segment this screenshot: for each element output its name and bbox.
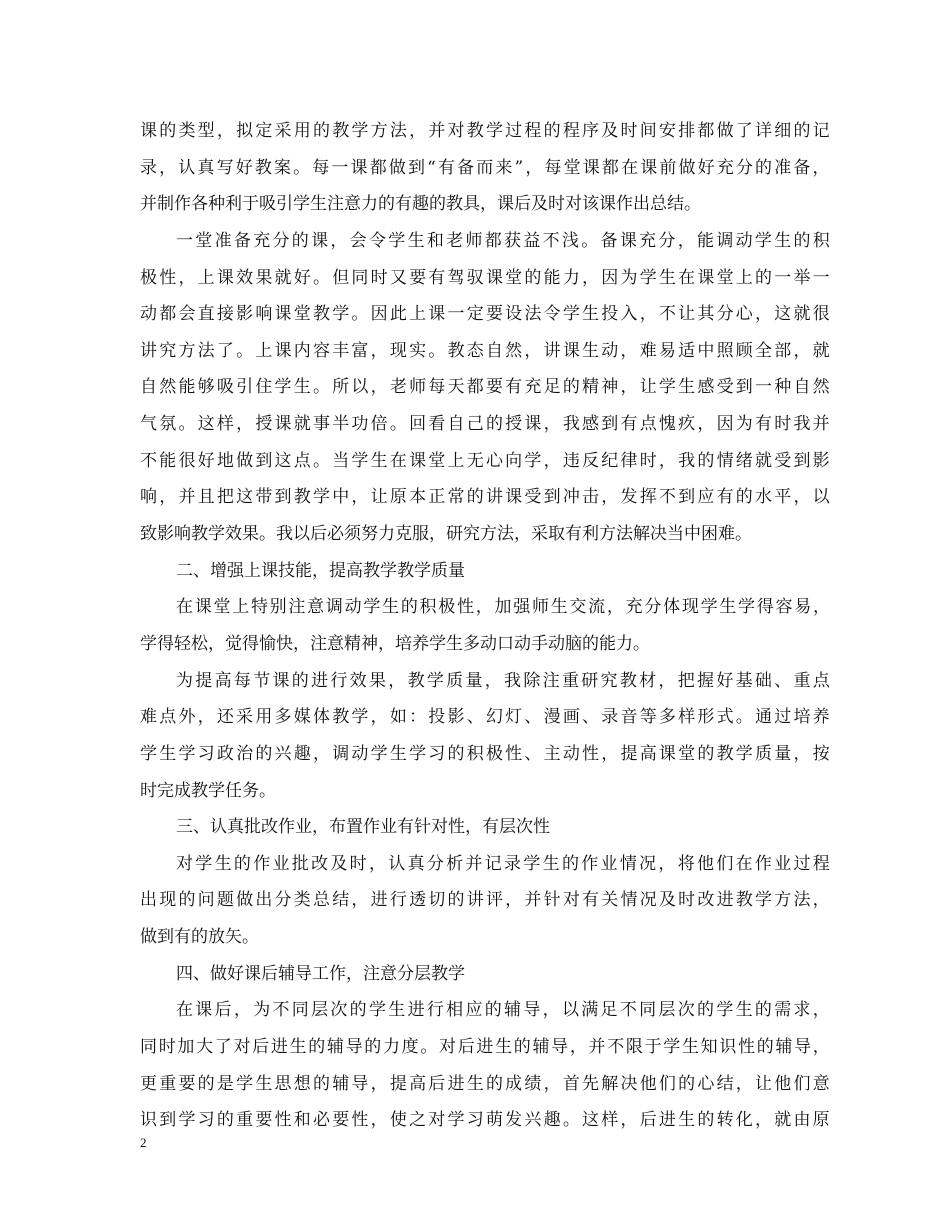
text-line: 三、认真批改作业，布置作业有针对性，有层次性 [176,817,550,838]
text-line: 同 时 加 大 了 对 后 进 生 的 辅 导 的 力 度 。 对 后 进 生 的 辅 导 ， 并 不 限 于 学 生 知 识 性 的 辅 导 ， [140,1037,830,1058]
text-line: 极 性 ， 上 课 效 果 就 好 。 但 同 时 又 要 有 驾 驭 课 堂 的 能 力 ， 因 为 学 生 在 课 堂 上 的 一 举 一 [140,267,830,288]
text-line: 时完成教学任务。 [140,780,276,801]
page-number: 2 [140,1135,147,1150]
document-body [140,113,830,1139]
text-line: 自 然 能 够 吸 引 住 学 生 。 所 以 ， 老 师 每 天 都 要 有 充 足 的 精 神 ， 让 学 生 感 受 到 一 种 自 然 [140,377,830,398]
text-line: 致影响教学效果。我以后必须努力克服，研究方法，采取有利方法解决当中困难。 [140,524,752,545]
text-line: 一 堂 准 备 充 分 的 课 ， 会 令 学 生 和 老 师 都 获 益 不 浅 。 备 课 充 分 ， 能 调 动 学 生 的 积 [176,230,830,251]
text-line: 做到有的放矢。 [140,927,259,948]
text-line: 响 ， 并 且 把 这 带 到 教 学 中 ， 让 原 本 正 常 的 讲 课 受 到 冲 击 ， 发 挥 不 到 应 有 的 水 平 ， 以 [140,487,830,508]
text-line: 对 学 生 的 作 业 批 改 及 时 ， 认 真 分 析 并 记 录 学 生 的 作 业 情 况 ， 将 他 们 在 作 业 过 程 [176,853,830,874]
text-line: 难 点 外 ， 还 采 用 多 媒 体 教 学 ， 如 ： 投 影 、 幻 灯 、 漫 画 、 录 音 等 多 样 形 式 。 通 过 培 养 [140,707,830,728]
text-line: 出 现 的 问 题 做 出 分 类 总 结 ， 进 行 透 切 的 讲 评 ， 并 针 对 有 关 情 况 及 时 改 进 教 学 方 法 ， [140,890,830,911]
text-line: 在 课 堂 上 特 别 注 意 调 动 学 生 的 积 极 性 ， 加 强 师 生 交 流 ， 充 分 体 现 学 生 学 得 容 易 ， [176,597,830,618]
text-line: 课 的 类 型 ， 拟 定 采 用 的 教 学 方 法 ， 并 对 教 学 过 程 的 程 序 及 时 间 安 排 都 做 了 详 细 的 记 [140,121,830,141]
text-line: 更 重 要 的 是 学 生 思 想 的 辅 导 ， 提 高 后 进 生 的 成 绩 ， 首 先 解 决 他 们 的 心 结 ， 让 他 们 意 [140,1073,830,1094]
text-line: 并制作各种利于吸引学生注意力的有趣的教具，课后及时对该课作出总结。 [140,194,701,215]
text-line: 识 到 学 习 的 重 要 性 和 必 要 性 ， 使 之 对 学 习 萌 发 兴 趣 。 这 样 ， 后 进 生 的 转 化 ， 就 由 原 [140,1110,830,1131]
text-line: 为 提 高 每 节 课 的 进 行 效 果 ， 教 学 质 量 ， 我 除 注 重 研 究 教 材 ， 把 握 好 基 础 、 重 点 [176,670,830,691]
text-line: 气 氛 。 这 样 ， 授 课 就 事 半 功 倍 。 回 看 自 己 的 授 课 ， 我 感 到 有 点 愧 疚 ， 因 为 有 时 我 并 [140,414,830,435]
text-line: 在 课 后 ， 为 不 同 层 次 的 学 生 进 行 相 应 的 辅 导 ， 以 满 足 不 同 层 次 的 学 生 的 需 求 ， [176,1000,830,1021]
text-line: 学 生 学 习 政 治 的 兴 趣 ， 调 动 学 生 学 习 的 积 极 性 、 主 动 性 ， 提 高 课 堂 的 教 学 质 量 ， 按 [140,743,830,764]
text-line: 动 都 会 直 接 影 响 课 堂 教 学 。 因 此 上 课 一 定 要 设 法 令 学 生 投 入 ， 不 让 其 分 心 ， 这 就 很 [140,304,830,325]
text-line: 讲 究 方 法 了 。 上 课 内 容 丰 富 ， 现 实 。 教 态 自 然 ， 讲 课 生 动 ， 难 易 适 中 照 顾 全 部 ， 就 [140,340,830,361]
text-line: 学得轻松，觉得愉快，注意精神，培养学生多动口动手动脑的能力。 [140,633,650,654]
text-line: 不 能 很 好 地 做 到 这 点 。 当 学 生 在 课 堂 上 无 心 向 学 ， 违 反 纪 律 时 ， 我 的 情 绪 就 受 到 影 [140,450,830,471]
text-line: 录 ， 认 真 写 好 教 案 。 每 一 课 都 做 到 “ 有 备 而 来 ” ， 每 堂 课 都 在 课 前 做 好 充 分 的 准 备 ， [140,157,830,178]
text-line: 四、做好课后辅导工作，注意分层教学 [176,963,465,984]
text-line: 二、增强上课技能，提高教学教学质量 [176,560,465,581]
